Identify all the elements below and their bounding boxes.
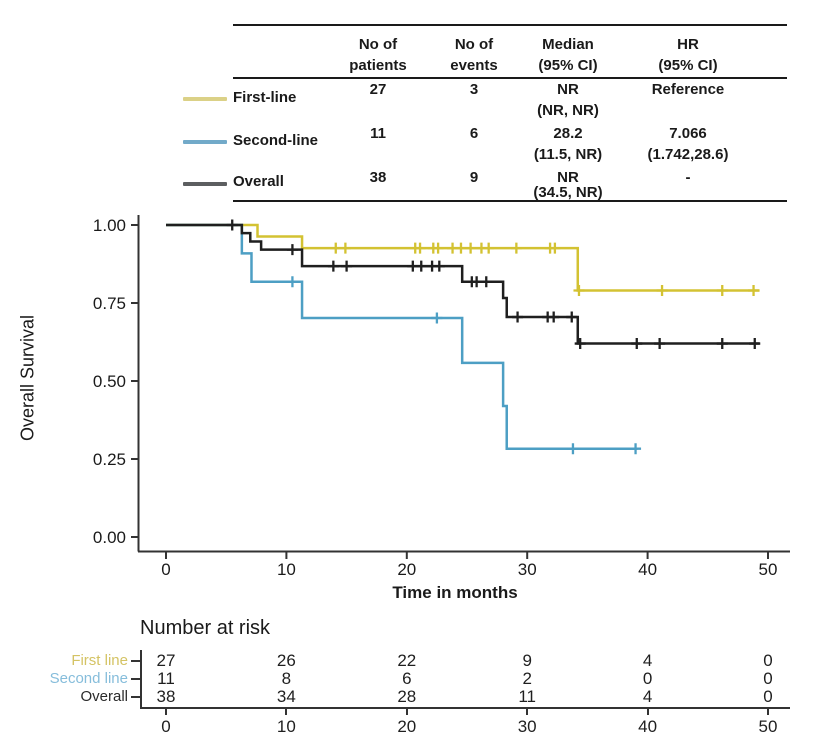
cell-events: 3 (469, 81, 479, 98)
x-tick-label: 40 (638, 560, 658, 579)
cell-hr: 7.066 (669, 125, 707, 142)
y-axis-title: Overall Survival (17, 314, 38, 442)
y-tick-label: 0.00 (92, 528, 126, 547)
x-tick-label: 10 (276, 560, 296, 579)
risk-count: 6 (402, 669, 412, 688)
km-curve-second-line (166, 225, 637, 449)
risk-count: 11 (157, 669, 175, 688)
risk-count: 0 (642, 669, 653, 688)
cell-patients: 11 (370, 125, 386, 142)
risk-axis-tick (285, 707, 287, 715)
cell-median: 28.2 (553, 125, 583, 142)
col-header-patients-1: No of (358, 36, 398, 53)
risk-count: 11 (518, 687, 537, 706)
risk-axis-label: 0 (161, 717, 171, 736)
col-header-median-1: Median (542, 36, 594, 53)
legend-label-overall: Overall (233, 173, 284, 190)
risk-table-title: Number at risk (140, 617, 271, 639)
risk-count: 2 (522, 669, 532, 688)
col-header-events-1: No of (454, 36, 494, 53)
risk-axis-tick (526, 707, 528, 715)
cell-median-ci: (11.5, NR) (533, 146, 603, 163)
risk-axis-label: 10 (276, 717, 296, 736)
col-header-events-2: events (450, 57, 498, 74)
risk-axis-tick (165, 707, 167, 715)
risk-axis-label: 30 (517, 717, 537, 736)
plot-axes (138, 215, 790, 552)
y-tick-label: 0.25 (92, 450, 126, 469)
risk-axis-vline (140, 650, 142, 708)
cell-hr-ci: (1.742,28.6) (647, 146, 729, 163)
x-tick-label: 0 (161, 560, 171, 579)
risk-axis-hline (140, 707, 790, 709)
censor-marks-first-line (330, 243, 759, 296)
cell-events: 6 (469, 125, 479, 142)
cell-events: 9 (469, 169, 479, 186)
col-header-median-2: (95% CI) (538, 57, 598, 74)
y-tick-label: 1.00 (92, 216, 126, 235)
cell-patients: 27 (369, 81, 387, 98)
risk-count: 26 (276, 651, 296, 670)
risk-count: 28 (397, 687, 417, 706)
risk-axis-tick (767, 707, 769, 715)
legend-label-second-line: Second-line (233, 132, 319, 149)
cell-median: NR (557, 169, 579, 186)
censor-marks-second-line (287, 276, 641, 454)
x-tick-label: 30 (517, 560, 537, 579)
risk-count: 4 (642, 651, 653, 670)
risk-row-label-second-line: Second line (49, 670, 128, 687)
cell-hr: - (685, 169, 691, 186)
risk-count: 22 (397, 651, 417, 670)
risk-count: 0 (763, 669, 773, 688)
risk-count: 0 (763, 687, 773, 706)
risk-axis-label: 40 (638, 717, 658, 736)
risk-count: 8 (281, 669, 292, 688)
risk-row-label-first-line: First line (71, 652, 128, 669)
risk-axis-label: 50 (758, 717, 778, 736)
risk-count: 38 (156, 687, 176, 706)
risk-axis-tick (647, 707, 649, 715)
cell-hr: Reference (651, 81, 725, 98)
x-axis-title: Time in months (392, 583, 518, 602)
risk-row-label-overall: Overall (80, 688, 128, 705)
risk-count: 0 (763, 651, 773, 670)
risk-axis-tick (406, 707, 408, 715)
risk-count: 27 (156, 651, 176, 670)
y-tick-label: 0.75 (92, 294, 126, 313)
cell-median-ci: (34.5, NR) (533, 184, 603, 201)
risk-count: 34 (276, 687, 296, 706)
col-header-hr-1: HR (677, 36, 699, 53)
risk-axis-label: 20 (397, 717, 417, 736)
x-tick-label: 20 (397, 560, 417, 579)
x-tick-label: 50 (758, 560, 778, 579)
cell-median: NR (557, 81, 579, 98)
risk-count: 9 (522, 651, 532, 670)
y-tick-label: 0.50 (92, 372, 126, 391)
cell-patients: 38 (369, 169, 387, 186)
legend-label-first-line: First-line (233, 89, 297, 106)
censor-marks-overall (227, 220, 761, 350)
cell-median-ci: (NR, NR) (537, 102, 599, 119)
col-header-patients-2: patients (349, 57, 407, 74)
col-header-hr-2: (95% CI) (658, 57, 718, 74)
risk-count: 4 (642, 687, 653, 706)
